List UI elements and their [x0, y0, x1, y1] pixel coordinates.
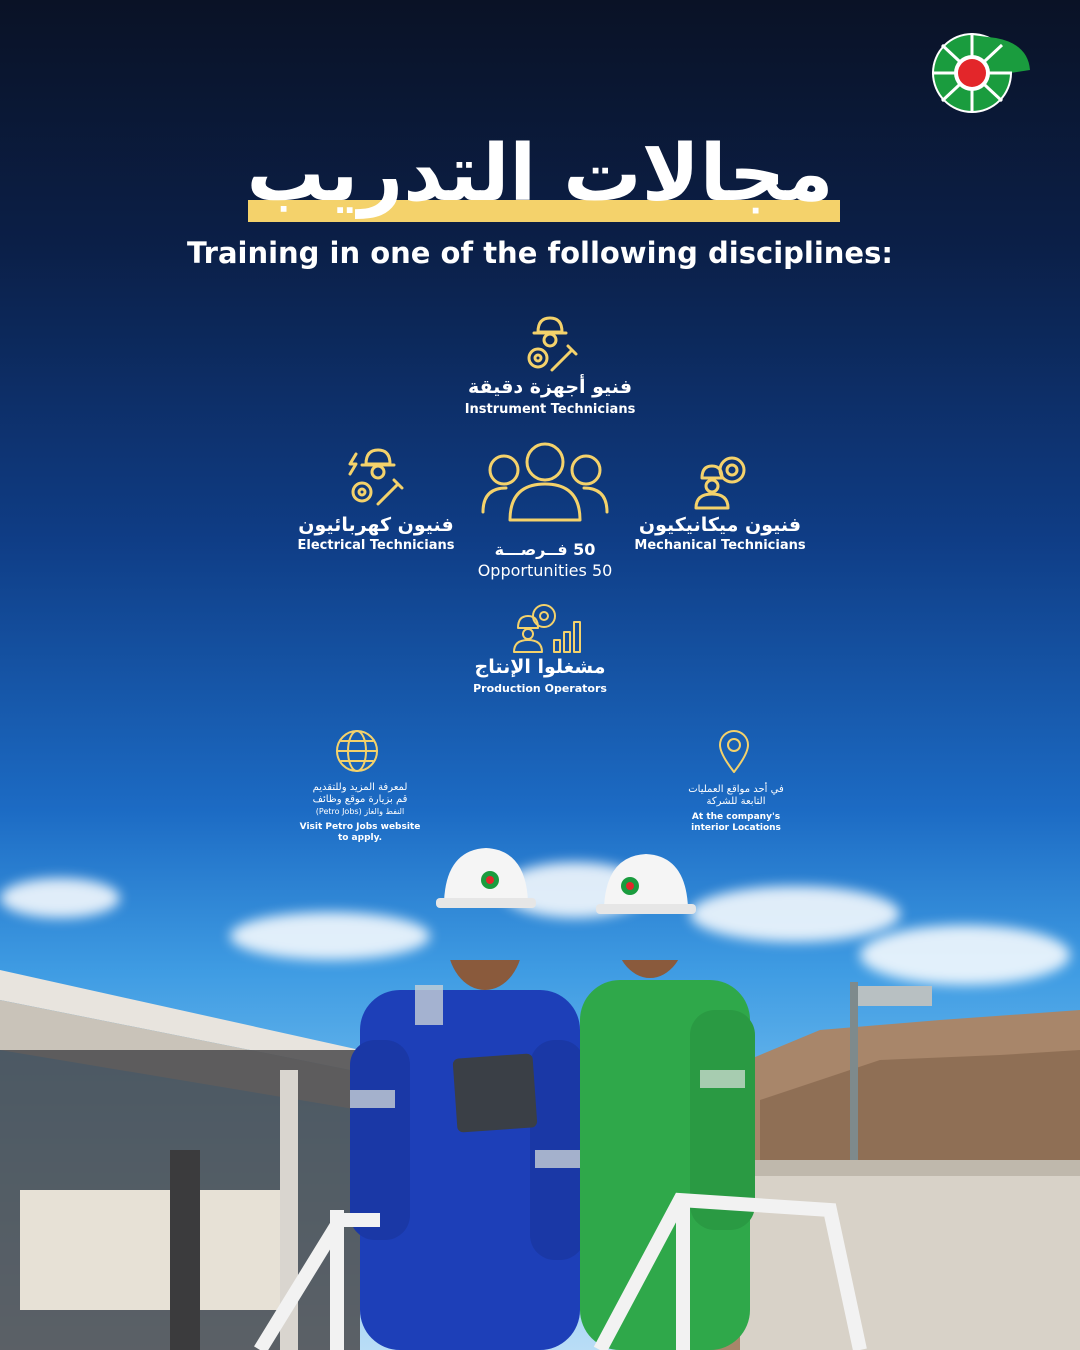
apply-info-ar-line1: لمعرفة المزيد وللتقديم [312, 782, 408, 793]
location-info-ar-line2: التابعة للشركة [706, 796, 766, 807]
apply-info-en-line2: to apply. [337, 833, 383, 843]
instrument-technicians-ar: فنيو أجهزة دقيقة [467, 376, 633, 398]
cloud [690, 886, 900, 942]
workers-photo [0, 960, 1080, 1350]
subtitle: Training in one of the following disciplines: [187, 236, 893, 270]
company-logo [930, 30, 1034, 116]
opportunities-count-en: Opportunities 50 [477, 561, 613, 580]
mechanical-technicians-ar: فنيون ميكانيكيون [638, 514, 802, 536]
production-operators-ar: مشغلوا الإنتاج [474, 656, 606, 678]
cloud [0, 878, 120, 918]
production-operator-icon [510, 602, 586, 654]
opportunities-count-ar: 50 فــرصـــة [494, 540, 596, 559]
mechanical-technician-icon [690, 450, 752, 512]
location-info-en-line1: At the company's [691, 812, 781, 822]
electrical-technicians-ar: فنيون كهربائيون [298, 514, 454, 536]
electrical-technicians-en: Electrical Technicians [297, 538, 455, 553]
location-info-en-line2: interior Locations [691, 823, 781, 833]
production-operators-en: Production Operators [473, 682, 607, 695]
hard-hat-icon [596, 848, 696, 918]
apply-info-ar-line3: النفط والغاز (Petro Jobs) [315, 807, 405, 816]
electrical-technician-icon [342, 444, 408, 510]
location-info-ar-line1: في أحد مواقع العمليات [688, 784, 784, 795]
apply-info-ar-line2: قم بزيارة موقع وظائف [312, 794, 408, 805]
cloud [230, 912, 430, 960]
apply-info-en-line1: Visit Petro Jobs website [299, 822, 421, 832]
location-pin-icon [716, 728, 752, 774]
hard-hat-icon [436, 842, 536, 912]
instrument-technicians-en: Instrument Technicians [464, 402, 636, 417]
instrument-technician-icon [518, 312, 582, 376]
people-group-icon [480, 440, 610, 524]
globe-icon [334, 728, 380, 774]
page-title [240, 126, 840, 226]
title-arabic: مجالات التدريب [246, 129, 834, 219]
mechanical-technicians-en: Mechanical Technicians [634, 538, 806, 553]
